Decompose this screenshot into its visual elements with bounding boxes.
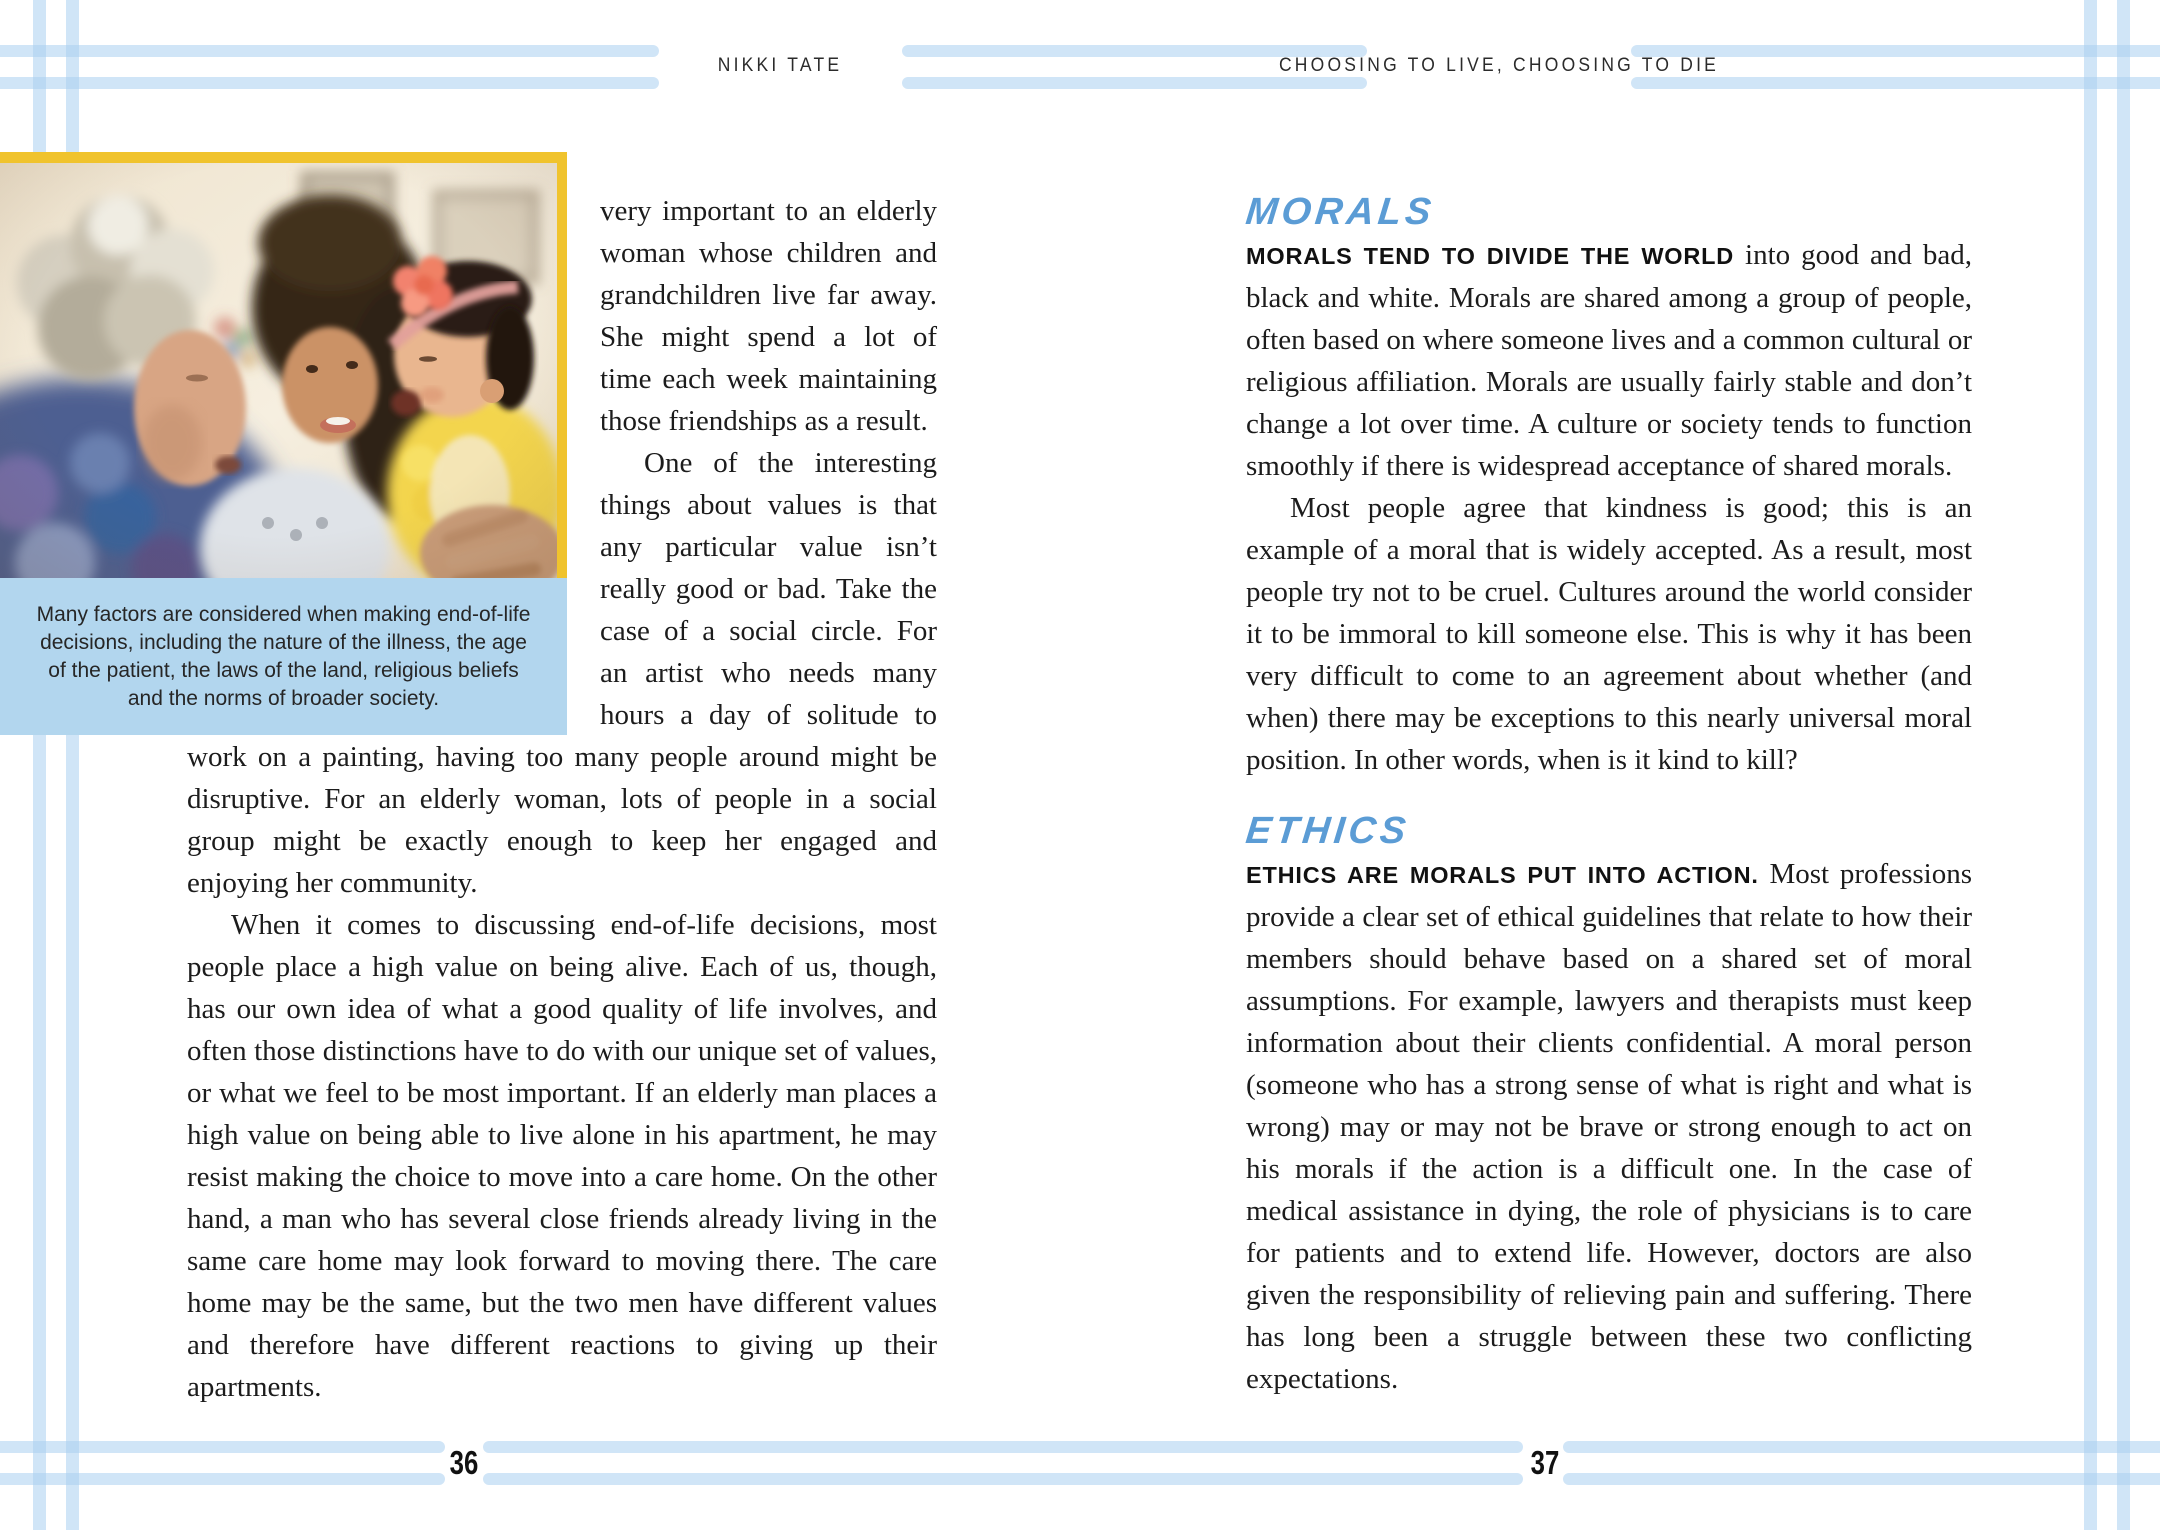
running-head-author: NIKKI TATE: [717, 55, 843, 76]
family-photo: [0, 163, 557, 578]
body-paragraph: One of the interesting things about values is that any particular value isn’t really good or bad. Take the case of a social circle. For an artist who needs many hours a day of solitude to work on a painting, having too many people around might be disruptive. For an elderly woman, lots of people in a social group might be exactly enough to keep her engaged and enjoying her community.: [187, 447, 937, 899]
decor-horizontal-bar: [902, 77, 1367, 89]
family-photo-frame: [0, 152, 567, 578]
lead-in-text: MORALS TEND TO DIVIDE THE WORLD: [1246, 243, 1735, 269]
body-paragraph: MORALS TEND TO DIVIDE THE WORLD into good and bad, black and white. Morals are shared among a group of people, often based on where someone lives and a common cultural or religious affiliation. Morals are usually fairly stable and don’t change a lot over time. A culture or society tends to function smoothly if there is widespread acceptance of shared morals.: [1246, 239, 1972, 482]
lead-in-text: ETHICS ARE MORALS PUT INTO ACTION.: [1246, 862, 1759, 888]
body-paragraph: ETHICS ARE MORALS PUT INTO ACTION. Most professions provide a clear set of ethical guidelines that relate to how their members should behave based on a shared set of moral assumptions. For example, lawyers and therapists must keep information about their clients confidential. A moral person (someone who has a strong sense of what is right and what is wrong) may or may not be brave or strong enough to act on his morals if the action is a difficult one. In the case of medical assistance in dying, the role of physicians is to care for patients and to extend life. However, doctors are also given the responsibility of relieving pain and suffering. There has long been a struggle between these two conflicting expectations.: [1246, 858, 1972, 1395]
body-paragraph: very important to an elderly woman whose children and grandchildren live far away. She might spend a lot of time each week maintaining those friendships as a result.: [600, 195, 937, 437]
decor-horizontal-bar: [0, 1473, 445, 1485]
page-number-left: 36: [449, 1444, 479, 1481]
body-paragraph: When it comes to discussing end-of-life decisions, most people place a high value on being alive. Each of us, though, has our own idea of what a good quality of life involves, and often those distinctions have to do with our unique set of values, or what we feel to be most important. If an elderly man places a high value on being able to live alone in his apartment, he may resist making the choice to move into a care home. On the other hand, a man who has several close friends already living in the same care home may look forward to moving there. The care home may be the same, but the two men have different values and therefore have different reactions to giving up their apartments.: [187, 909, 937, 1403]
right-page-body: [1243, 190, 1972, 1400]
decor-horizontal-bar: [1631, 77, 2160, 89]
decor-horizontal-bar: [483, 1473, 1523, 1485]
decor-horizontal-bar: [0, 77, 659, 89]
decor-horizontal-bar: [0, 45, 659, 57]
decor-horizontal-bar: [1563, 1473, 2160, 1485]
decor-horizontal-bar: [0, 1441, 445, 1453]
decor-vertical-bar: [2117, 0, 2130, 1530]
decor-horizontal-bar: [1563, 1441, 2160, 1453]
decor-horizontal-bar: [483, 1441, 1523, 1453]
body-paragraph: Most people agree that kindness is good; this is an example of a moral that is widely accepted. As a result, most people try not to be cruel. Cultures around the world consider it to be immoral to kill someone else. This is why it has been very difficult to come to an agreement about whether (and when) there may be exceptions to this nearly universal moral position. In other words, when is it kind to kill?: [1246, 492, 1972, 776]
section-heading-morals: MORALS: [1243, 191, 1437, 233]
running-head-book-title: CHOOSING TO LIVE, CHOOSING TO DIE: [1278, 55, 1720, 76]
decor-vertical-bar: [2084, 0, 2097, 1530]
photo-caption: Many factors are considered when making end-of-life decisions, including the nature of the illness, the age of the patient, the laws of the land, religious beliefs and the norms of broader society.: [36, 602, 531, 710]
page-number-right: 37: [1530, 1444, 1560, 1481]
section-heading-ethics: ETHICS: [1243, 810, 1412, 852]
photo-caption-box: [0, 578, 567, 735]
